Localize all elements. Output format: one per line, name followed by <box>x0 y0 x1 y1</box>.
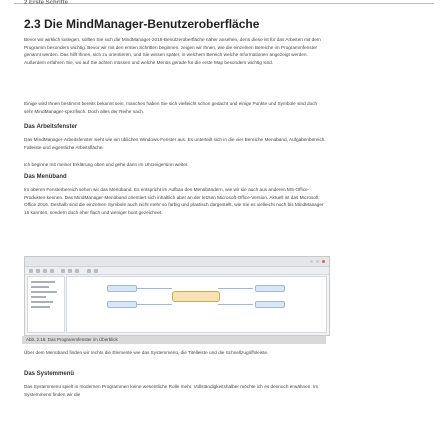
subtopic-node <box>255 285 285 292</box>
map-branch <box>137 304 172 305</box>
figure-titlebar <box>25 257 329 267</box>
paragraph-titlebar: Über dem Menüband finden wir rechts die Elemente wie das Systemmenü, die Titelleiste und die Schnellzugriffsleiste. <box>24 350 269 355</box>
figure-caption: Abb. 2.16: Das Programmfenster im Überblick <box>26 337 118 342</box>
subtopic-node <box>255 301 285 308</box>
ribbon-tool-icon <box>87 269 91 273</box>
central-topic <box>172 291 220 302</box>
paragraph-intro: Bevor wir wirklich loslegen, sollten Sie sich die MindManager-2018-Benutzeroberfläche näher ansehen, denn diese ist für das Arbeiten mit dem Programm besonders wichtig. Bevor wir mit den ersten Schritten beginnen, zeigen wir Ihnen, wie die einzelnen Bereiche im Programmfenster genannt werden. Das hilft Ihnen, sich zu orientieren, und Sie wissen später, in welchem Bereich welche Informationen angezeigt werden. Außerdem erfahren Sie, wo auf Sie achten müssen und welche Menüs gerade für die erste Map besonders wichtig sind. <box>24 37 321 65</box>
ribbon-tool-icon <box>75 269 79 273</box>
pane-line <box>31 286 49 288</box>
subhead-arbeitsfenster: Das Arbeitsfenster <box>24 124 78 130</box>
figure-task-pane <box>27 276 65 333</box>
map-branch <box>218 304 253 305</box>
figure-ribbon <box>25 267 329 275</box>
paragraph-menueband: Im oberen Fensterbereich sehen wir das Menüband. Es entspricht im Aufbau den Menübändern, wie wir sie auch aus anderen MS-Office-Produkten kennen. Das MindManager-Menüband orientiert sich inhaltlich aber an der letzten Microsoft-Office-Version. Aktuell ist das Microsoft Office 2016. Deshalb sind die einzelnen Symbole auch nicht mehr so farbig und plastisch dargestellt, wie Sie es vielleicht noch bis MindManager 15 kannten, sondern doch eher flach und weniger bunt gezeichnet. <box>24 187 324 215</box>
pane-line <box>31 296 46 298</box>
pane-line <box>31 306 50 308</box>
pane-line <box>31 301 53 303</box>
figure-map-canvas <box>66 276 327 333</box>
subtopic-node <box>107 285 137 292</box>
figure-caption-bar <box>22 336 326 344</box>
subhead-systemmenue: Das Systemmenü <box>24 371 75 377</box>
paragraph-arbeitsfenster: Das MindManager-Arbeitsfenster sieht wie ein übliches Windows-Fenster aus. Es unterteilt sich in die vier Bereiche Menüband, Aufgabenbereich, Falleiste und eigentliche Arbeitsfläche. <box>24 137 326 150</box>
ribbon-tool-icon <box>29 269 33 273</box>
minimize-dot-icon <box>310 260 313 263</box>
map-branch <box>218 288 253 289</box>
subhead-menueband: Das Menüband <box>24 174 67 180</box>
pane-line <box>31 281 55 283</box>
program-window-figure <box>24 256 330 336</box>
ribbon-tool-icon <box>94 269 98 273</box>
header-chapter-label: 2 Erste Schritte <box>24 0 69 6</box>
ribbon-tool-icon <box>61 269 65 273</box>
ribbon-tool-icon <box>68 269 72 273</box>
subtopic-node <box>107 301 137 308</box>
paragraph-reading-order: Ich beginne mit meiner Erklärung oben und gehe dann im Uhrzeigersinn weiter. <box>24 162 189 167</box>
ribbon-tool-icon <box>50 269 54 273</box>
ribbon-tool-icon <box>43 269 47 273</box>
section-title: 2.3 Die MindManager-Benutzeroberfläche <box>24 17 260 31</box>
pane-line <box>31 291 57 293</box>
maximize-dot-icon <box>316 260 319 263</box>
ribbon-tool-icon <box>36 269 40 273</box>
paragraph-overview: Einige wird Ihnen bestimmt bereits bekannt sein, manches haben Sie sich vielleicht schon gedacht und einige Punkte und Symbole sind doch sehr MindManager-spezifisch. Doch alles der Reihe nach. <box>24 101 318 114</box>
map-branch <box>137 288 172 289</box>
header-rule <box>14 3 434 4</box>
paragraph-systemmenue: Das Systemmenü spielt in modernen Programmen keine wesentliche Rolle mehr. Vollständigkeitshalber möchte ich es dennoch erwähnen. Im Systemmenü finden wir die <box>24 384 319 397</box>
close-dot-icon <box>322 260 325 263</box>
